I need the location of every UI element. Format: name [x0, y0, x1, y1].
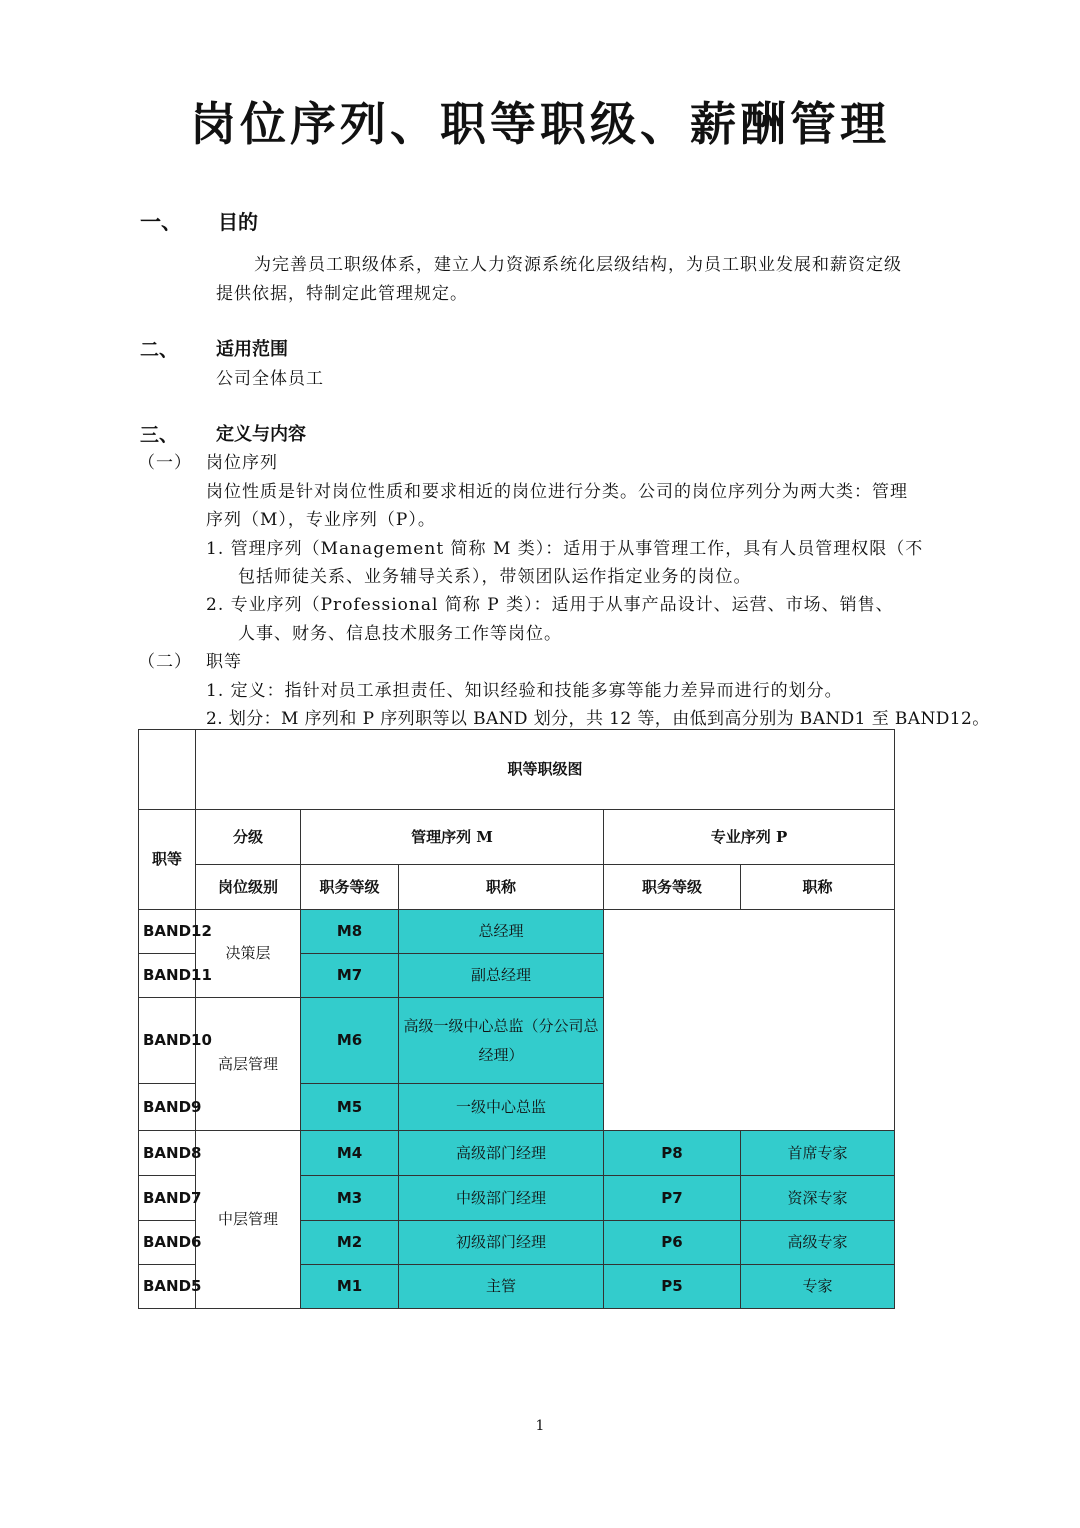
p-grade-cell: P6: [604, 1221, 741, 1265]
subsection-2-title: 职等: [206, 652, 242, 672]
section-1-text-line1: 为完善员工职级体系，建立人力资源系统化层级结构，为员工职业发展和薪资定级: [254, 255, 902, 275]
header-p-grade: 职务等级: [604, 865, 741, 910]
section-2-number: 二、: [140, 339, 179, 361]
band-cell: BAND9: [139, 1084, 196, 1131]
level-group-middle: 中层管理: [196, 1131, 301, 1309]
p-title-cell: 资深专家: [741, 1176, 895, 1221]
m-title-cell: 一级中心总监: [399, 1084, 604, 1131]
m-title-cell: 副总经理: [399, 954, 604, 998]
header-position-level: 岗位级别: [196, 865, 301, 910]
grade-chart-table: [138, 729, 895, 1309]
list-item-1-line2: 包括师徒关系、业务辅导关系），带领团队运作指定业务的岗位。: [238, 567, 752, 587]
list-item-2-line2: 人事、财务、信息技术服务工作等岗位。: [238, 624, 562, 644]
p-title-cell: 高级专家: [741, 1221, 895, 1265]
m-grade-cell: M5: [301, 1084, 399, 1131]
header-management-series: 管理序列 M: [301, 810, 604, 865]
section-2-title: 适用范围: [216, 339, 288, 360]
p-title-cell: 首席专家: [741, 1131, 895, 1176]
band-cell: BAND7: [139, 1176, 196, 1221]
subsection-1-text-line1: 岗位性质是针对岗位性质和要求相近的岗位进行分类。公司的岗位序列分为两大类：管理: [206, 482, 908, 502]
band-cell: BAND8: [139, 1131, 196, 1176]
m-grade-cell: M1: [301, 1265, 399, 1309]
subsection-1-title: 岗位序列: [206, 453, 278, 473]
m-grade-cell: M6: [301, 998, 399, 1084]
p-title-cell: 专家: [741, 1265, 895, 1309]
subsection-2-item-2: 2. 划分：M 序列和 P 序列职等以 BAND 划分，共 12 等，由低到高分别为 BAND1 至 BAND12。: [206, 709, 990, 729]
list-item-2-line1: 2. 专业序列（Professional 简称 P 类）：适用于从事产品设计、运营、市场、销售、: [206, 595, 894, 615]
header-band: 职等: [139, 810, 196, 910]
section-1-title: 目的: [218, 210, 258, 234]
m-title-cell: 主管: [399, 1265, 604, 1309]
header-m-title: 职称: [399, 865, 604, 910]
m-title-cell: 高级部门经理: [399, 1131, 604, 1176]
header-level: 分级: [196, 810, 301, 865]
m-title-cell: 初级部门经理: [399, 1221, 604, 1265]
section-3-title: 定义与内容: [216, 424, 306, 445]
table-title: 职等职级图: [196, 730, 895, 810]
section-1-text-line2: 提供依据，特制定此管理规定。: [216, 284, 468, 304]
subsection-2-number: （二）: [138, 652, 192, 672]
section-2-text: 公司全体员工: [216, 369, 324, 389]
p-grade-cell: P5: [604, 1265, 741, 1309]
subsection-2-item-1: 1. 定义：指针对员工承担责任、知识经验和技能多寡等能力差异而进行的划分。: [206, 681, 843, 701]
table-corner-cell: [139, 730, 196, 810]
level-group-decision: 决策层: [196, 910, 301, 998]
m-grade-cell: M7: [301, 954, 399, 998]
m-grade-cell: M2: [301, 1221, 399, 1265]
p-series-empty-area: [604, 910, 895, 1131]
header-m-grade: 职务等级: [301, 865, 399, 910]
m-grade-cell: M3: [301, 1176, 399, 1221]
m-grade-cell: M4: [301, 1131, 399, 1176]
page-number: 1: [535, 1418, 545, 1434]
m-title-cell: 总经理: [399, 910, 604, 954]
band-cell: BAND6: [139, 1221, 196, 1265]
m-title-cell: 高级一级中心总监（分公司总经理）: [399, 998, 604, 1084]
subsection-1-number: （一）: [138, 453, 192, 473]
section-3-number: 三、: [140, 424, 179, 446]
p-grade-cell: P8: [604, 1131, 741, 1176]
document-title: 岗位序列、职等职级、薪酬管理: [190, 97, 890, 151]
m-title-cell: 中级部门经理: [399, 1176, 604, 1221]
header-p-title: 职称: [741, 865, 895, 910]
m-grade-cell: M8: [301, 910, 399, 954]
subsection-1-text-line2: 序列（M），专业序列（P）。: [206, 510, 436, 530]
band-cell: BAND11: [139, 954, 196, 998]
header-professional-series: 专业序列 P: [604, 810, 895, 865]
level-group-senior: 高层管理: [196, 998, 301, 1131]
band-cell: BAND12: [139, 910, 196, 954]
section-1-number: 一、: [140, 209, 182, 234]
band-cell: BAND10: [139, 998, 196, 1084]
p-grade-cell: P7: [604, 1176, 741, 1221]
list-item-1-line1: 1. 管理序列（Management 简称 M 类）：适用于从事管理工作，具有人员管理权限（不: [206, 539, 924, 559]
band-cell: BAND5: [139, 1265, 196, 1309]
